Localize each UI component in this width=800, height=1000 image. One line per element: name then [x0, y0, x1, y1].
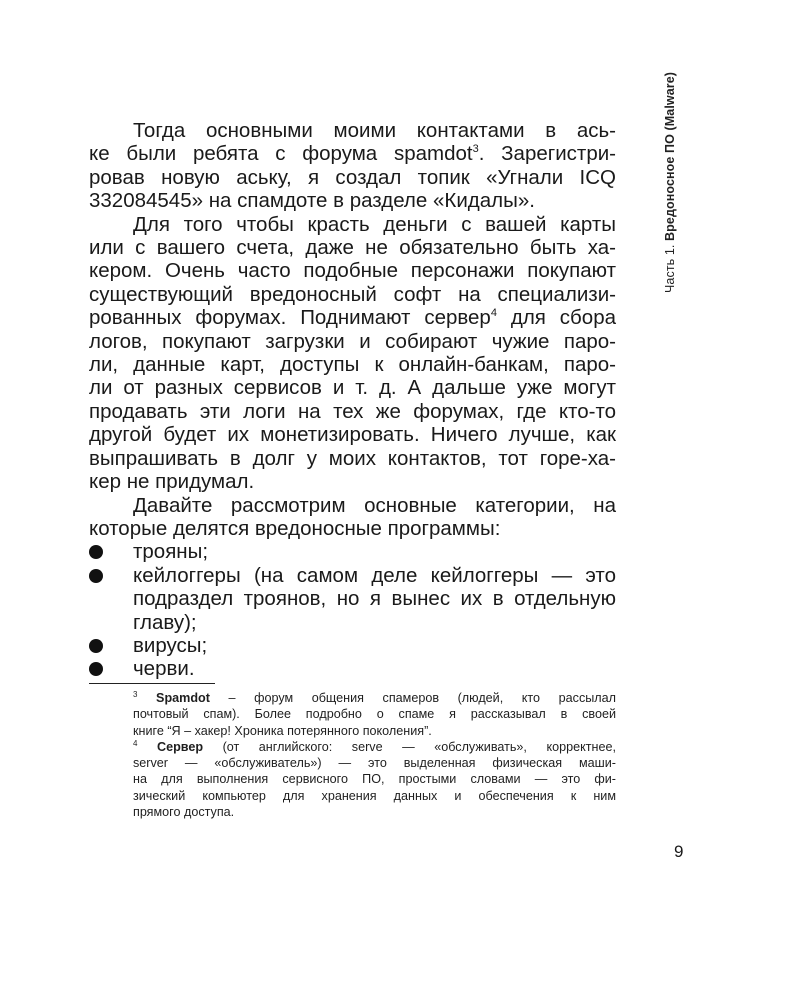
text-line	[89, 119, 616, 142]
paragraph	[89, 119, 616, 213]
text-line	[89, 400, 616, 423]
footnote-term: Spamdot	[156, 691, 210, 705]
footnotes	[133, 690, 616, 820]
list-item-text: главу);	[133, 610, 197, 634]
text-line	[89, 353, 616, 376]
text-line	[89, 166, 616, 189]
footnote-number: 4	[133, 738, 138, 748]
text-line	[89, 330, 616, 353]
footnote-line: зический компьютер для хранения данных и обеспечения к ним	[133, 788, 616, 803]
text-line	[89, 470, 616, 493]
footnote-line	[133, 739, 616, 755]
bullet-icon	[89, 662, 103, 676]
footnote-number: 3	[133, 689, 138, 699]
text-run: логов, покупают загрузки и собирают чужие паро-	[89, 329, 616, 353]
footnote-divider	[89, 683, 215, 684]
footnote-ref: 4	[490, 307, 497, 320]
list-item-text: трояны;	[133, 540, 209, 564]
chapter-prefix: Часть 1.	[663, 244, 677, 293]
text-run: Давайте рассмотрим основные категории, на	[133, 493, 616, 517]
text-run: продавать эти логи на тех же форумах, где кто-то	[89, 399, 616, 423]
paragraphs	[89, 119, 616, 540]
list-item	[89, 657, 616, 680]
footnote	[133, 690, 616, 739]
text-run: существующий вредоносный софт на специализи-	[89, 282, 616, 306]
list-item	[89, 540, 616, 563]
text-line	[89, 213, 616, 236]
footnote-ref: 3	[472, 143, 479, 156]
text-run: ли от разных сервисов и т. д. А дальше уже могут	[89, 376, 616, 400]
text-line	[89, 423, 616, 446]
text-run: Тогда основными моими контактами в ась-	[133, 119, 616, 142]
list-item-text: подраздел троянов, но я вынес их в отдельную	[133, 587, 616, 611]
text-run: кер не придумал.	[89, 470, 255, 494]
text-line	[89, 517, 616, 540]
list-item	[89, 564, 616, 634]
footnote-line: server — «обслуживатель») — это выделенная физическая маши-	[133, 756, 616, 771]
paragraph	[89, 213, 616, 494]
text-run: Для того чтобы красть деньги с вашей карты	[133, 212, 616, 236]
text-line	[89, 142, 616, 165]
text-line	[89, 306, 616, 329]
text-run: или с вашего счета, даже не обязательно быть ха-	[89, 236, 616, 260]
text-line	[89, 494, 616, 517]
footnote-line: на для выполнения сервисного ПО, простыми словами — это фи-	[133, 772, 616, 787]
paragraph	[89, 494, 616, 541]
text-line	[89, 259, 616, 282]
bullet-icon	[89, 545, 103, 559]
chapter-title: Вредоносное ПО (Malware)	[663, 71, 677, 241]
list-item	[89, 634, 616, 657]
text-run: ке были ребята с форума spamdot	[89, 142, 473, 166]
text-run: . Зарегистри-	[478, 142, 616, 166]
text-line	[89, 376, 616, 399]
text-run: ли, данные карт, доступы к онлайн-банкам, паро-	[89, 353, 616, 377]
text-run: кером. Очень часто подобные персонажи покупают	[89, 259, 616, 283]
footnote-line: книге “Я – хакер! Хроника потерянного поколения”.	[133, 723, 432, 738]
bullet-icon	[89, 639, 103, 653]
footnote-line	[133, 690, 616, 706]
text-run: ровав новую аську, я создал топик «Угнали ICQ	[89, 165, 616, 189]
text-line	[89, 283, 616, 306]
main-text	[89, 119, 616, 681]
footnote-term: Сервер	[156, 739, 204, 754]
footnote-line: почтовый спам). Более подробно о спаме я рассказывал в своей	[133, 707, 616, 722]
footnote	[133, 739, 616, 820]
text-line	[89, 189, 616, 212]
chapter-side-label	[663, 71, 691, 293]
footnote-line: прямого доступа.	[133, 805, 235, 820]
footnote-text: (от английского: serve — «обслуживать», корректнее,	[203, 739, 617, 754]
text-line	[89, 236, 616, 259]
text-run: другой будет их монетизировать. Ничего лучше, как	[89, 423, 616, 447]
text-run: для сбора	[496, 306, 616, 330]
list-item-text: кейлоггеры (на самом деле кейлоггеры — это	[133, 563, 616, 587]
footnote-text: – форум общения спамеров (людей, кто рассылал	[209, 691, 616, 705]
text-run: рованных форумах. Поднимают сервер	[89, 306, 491, 330]
list-item-text: вирусы;	[133, 633, 208, 657]
text-run: выпрашивать в долг у моих контактов, тот горе-ха-	[89, 446, 616, 470]
page-number: 9	[674, 842, 684, 861]
text-run: которые делятся вредоносные программы:	[89, 516, 501, 540]
list-item-text: черви.	[133, 657, 195, 681]
bullet-icon	[89, 569, 103, 583]
text-run: 332084545» на спамдоте в разделе «Кидалы».	[89, 189, 535, 213]
malware-categories-list	[89, 540, 616, 680]
text-line	[89, 447, 616, 470]
